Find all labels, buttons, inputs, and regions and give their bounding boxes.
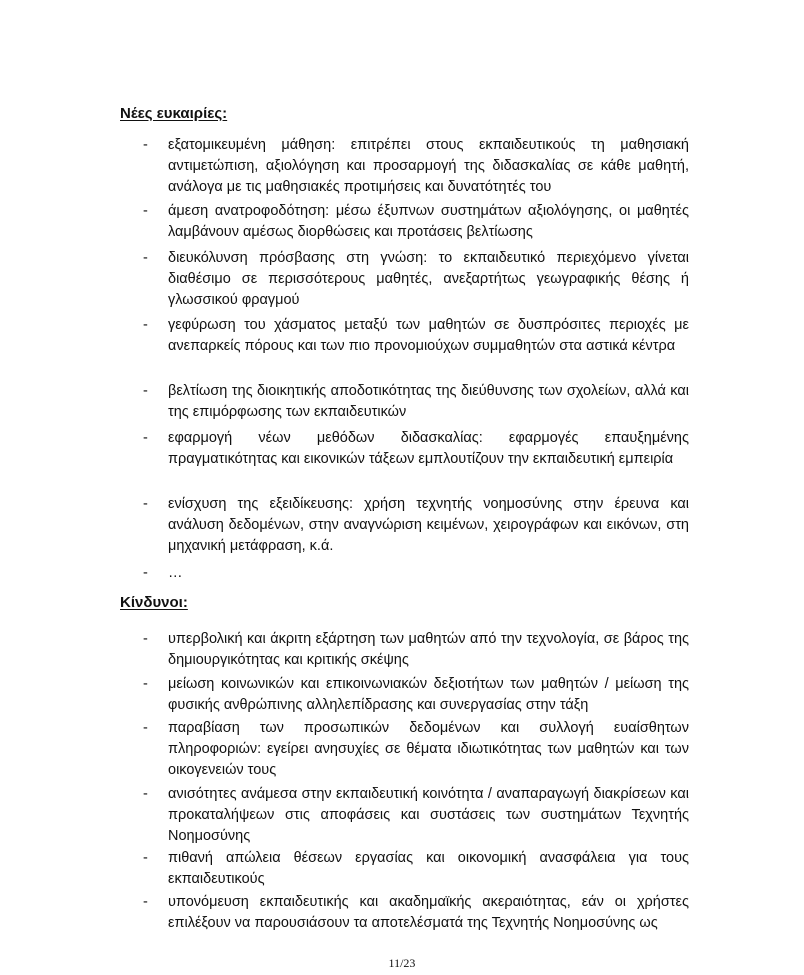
opportunity-item	[143, 381, 689, 423]
list-dash: -	[143, 720, 148, 736]
list-dash: -	[143, 496, 148, 512]
opportunity-item	[143, 315, 689, 357]
list-dash: -	[143, 137, 148, 153]
list-dash: -	[143, 317, 148, 333]
list-dash: -	[143, 786, 148, 802]
risk-item	[143, 848, 689, 890]
list-item-text: άμεση ανατροφοδότηση: μέσω έξυπνων συστημάτων αξιολόγησης, οι μαθητές λαμβάνουν αμέσως διορθώσεις και προτάσεις βελτίωσης	[168, 203, 689, 240]
risk-item	[143, 629, 689, 671]
page-number: 11/23	[388, 956, 416, 970]
list-dash: -	[143, 631, 148, 647]
opportunity-item	[143, 135, 689, 198]
opportunity-item	[143, 248, 689, 311]
list-dash: -	[143, 250, 148, 266]
list-dash: -	[143, 676, 148, 692]
list-item-text: μείωση κοινωνικών και επικοινωνιακών δεξιοτήτων των μαθητών / μείωση της φυσικής ανθρώπινης αλληλεπίδρασης και συνεργασίας στην τάξη	[168, 676, 689, 713]
list-dash: -	[143, 203, 148, 219]
list-dash: -	[143, 565, 148, 581]
list-item-text: εφαρμογή νέων μεθόδων διδασκαλίας: εφαρμογές επαυξημένης πραγματικότητας και εικονικών τάξεων εμπλουτίζουν την εκπαιδευτική εμπειρία	[168, 430, 689, 467]
opportunities-heading: Νέες ευκαιρίες:	[120, 105, 228, 122]
list-item-text: εξατομικευμένη μάθηση: επιτρέπει στους εκπαιδευτικούς τη μαθησιακή αντιμετώπιση, αξιολόγηση και προσαρμογή της διδασκαλίας σε κάθε μαθητή, ανάλογα με τις μαθησιακές προτιμήσεις και δυνατότητές του	[168, 137, 689, 195]
risk-item	[143, 674, 689, 716]
risk-item	[143, 892, 689, 934]
list-item-text: …	[168, 565, 183, 581]
risks-heading: Κίνδυνοι:	[120, 594, 188, 611]
opportunity-item	[143, 201, 689, 243]
opportunity-item	[143, 428, 689, 470]
opportunity-item	[143, 494, 689, 557]
list-dash: -	[143, 383, 148, 399]
list-item-text: παραβίαση των προσωπικών δεδομένων και συλλογή ευαίσθητων πληροφοριών: εγείρει ανησυχίες σε θέματα ιδιωτικότητας των μαθητών και των οικογενειών τους	[168, 720, 689, 778]
list-item-text: ενίσχυση της εξειδίκευσης: χρήση τεχνητής νοημοσύνης στην έρευνα και ανάλυση δεδομένων, στην αναγνώριση κειμένων, χειρογράφων και εικόνων, στη μηχανική μετάφραση, κ.ά.	[168, 496, 689, 554]
list-item-text: υπονόμευση εκπαιδευτικής και ακαδημαϊκής ακεραιότητας, εάν οι χρήστες επιλέξουν να παρουσιάσουν τα αποτελέσματά της Τεχνητής Νοημοσύνης ως	[168, 894, 689, 931]
list-item-text: πιθανή απώλεια θέσεων εργασίας και οικονομική ανασφάλεια για τους εκπαιδευτικούς	[168, 850, 689, 887]
list-item-text: ανισότητες ανάμεσα στην εκπαιδευτική κοινότητα / αναπαραγωγή διακρίσεων και προκαταλήψεων στις αποφάσεις και συστάσεις των συστημάτων Τεχνητής Νοημοσύνης	[168, 786, 689, 844]
opportunity-item	[143, 563, 689, 584]
risk-item	[143, 784, 689, 847]
list-item-text: διευκόλυνση πρόσβασης στη γνώση: το εκπαιδευτικό περιεχόμενο γίνεται διαθέσιμο σε περισσότερους μαθητές, ανεξαρτήτως γεωγραφικής θέσης ή γλωσσικού φραγμού	[168, 250, 689, 308]
list-item-text: γεφύρωση του χάσματος μεταξύ των μαθητών σε δυσπρόσιτες περιοχές με ανεπαρκείς πόρους και των πιο προνομιούχων συμμαθητών στα αστικά κέντρα	[168, 317, 689, 354]
list-item-text: βελτίωση της διοικητικής αποδοτικότητας της διεύθυνσης των σχολείων, αλλά και της επιμόρφωσης των εκπαιδευτικών	[168, 383, 689, 420]
list-item-text: υπερβολική και άκριτη εξάρτηση των μαθητών από την τεχνολογία, σε βάρος της δημιουργικότητας και κριτικής σκέψης	[168, 631, 689, 668]
list-dash: -	[143, 850, 148, 866]
list-dash: -	[143, 894, 148, 910]
risk-item	[143, 718, 689, 781]
list-dash: -	[143, 430, 148, 446]
